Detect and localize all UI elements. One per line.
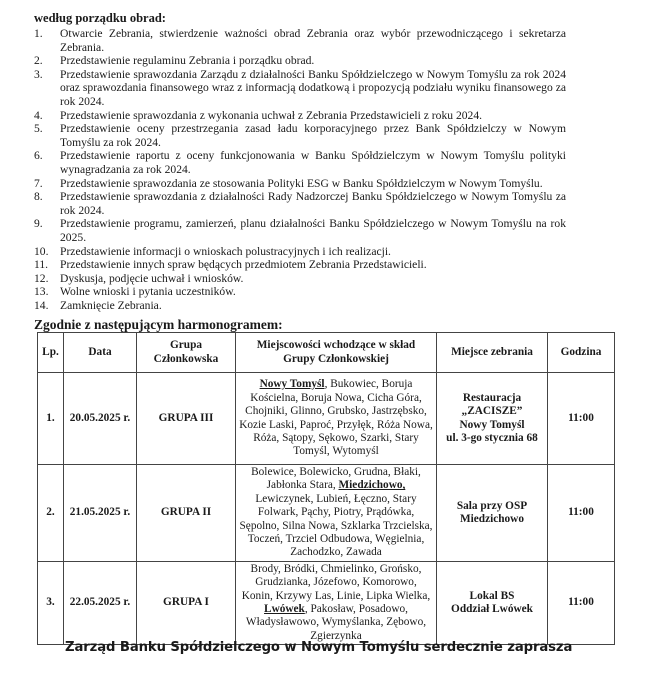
agenda-item-text: Przedstawienie sprawozdania z działalności Rady Nadzorczej Banku Spółdzielczego w Nowym Tomyślu za rok 2024. bbox=[60, 190, 566, 217]
agenda-item-text: Przedstawienie informacji o wnioskach polustracyjnych i ich realizacji. bbox=[60, 244, 391, 258]
table-row bbox=[38, 373, 615, 465]
cell-date: 20.05.2025 r. bbox=[64, 373, 137, 465]
agenda-item-number: 5. bbox=[34, 122, 43, 136]
agenda-item-number: 3. bbox=[34, 67, 43, 81]
header-venue: Miejsce zebrania bbox=[437, 333, 548, 373]
agenda-list bbox=[34, 27, 566, 312]
places-highlight: Miedzichowo, bbox=[338, 479, 406, 492]
venue-line: „ZACISZE” bbox=[461, 405, 523, 418]
schedule-title: Zgodnie z następującym harmonogramem: bbox=[34, 317, 283, 332]
cell-time: 11:00 bbox=[548, 373, 615, 465]
table-header-row bbox=[38, 333, 615, 373]
agenda-item bbox=[34, 122, 566, 149]
header-places-line2: Grupy Członkowskiej bbox=[283, 352, 389, 365]
agenda-item bbox=[34, 285, 566, 299]
agenda-item-number: 4. bbox=[34, 108, 43, 122]
agenda-item-number: 1. bbox=[34, 27, 43, 40]
places-highlight: Lwówek bbox=[264, 603, 305, 616]
cell-time: 11:00 bbox=[548, 465, 615, 562]
header-date: Data bbox=[64, 333, 137, 373]
schedule-table bbox=[37, 332, 615, 645]
cell-date: 22.05.2025 r. bbox=[64, 561, 137, 644]
agenda-item-number: 14. bbox=[34, 298, 49, 312]
venue-line: Oddział Lwówek bbox=[451, 603, 533, 616]
table-row bbox=[38, 465, 615, 562]
header-places-line1: Miejscowości wchodzące w skład bbox=[256, 339, 416, 352]
cell-venue bbox=[437, 465, 548, 562]
places-highlight: Nowy Tomyśl bbox=[259, 378, 325, 391]
cell-group: GRUPA I bbox=[137, 561, 236, 644]
places-rest: Lewiczynek, Lubień, Łęczno, Stary Folwark, Pąchy, Piotry, Prądówka, Sępolno, Silna Nowa, Szklarka Trzcielska, Toczeń, Trzciel Odbudowa, Węgielnia, Zachodzko, Zawada bbox=[239, 492, 433, 559]
agenda-item-text: Przedstawienie regulaminu Zebrania i porządku obrad. bbox=[60, 54, 315, 68]
agenda-item-number: 6. bbox=[34, 149, 43, 163]
table-row bbox=[38, 561, 615, 644]
cell-places bbox=[236, 465, 437, 562]
venue-line: Lokal BS bbox=[469, 589, 515, 602]
agenda-item-text: Przedstawienie innych spraw będących przedmiotem Zebrania Przedstawicieli. bbox=[60, 258, 427, 272]
agenda-item-number: 7. bbox=[34, 176, 43, 190]
cell-lp: 2. bbox=[38, 465, 64, 562]
agenda-item bbox=[34, 217, 566, 244]
cell-lp: 3. bbox=[38, 561, 64, 644]
venue-line: ul. 3-go stycznia 68 bbox=[446, 431, 538, 444]
header-lp: Lp. bbox=[38, 333, 64, 373]
agenda-item-number: 11. bbox=[34, 258, 49, 272]
agenda-item-number: 13. bbox=[34, 285, 49, 299]
agenda-item-number: 8. bbox=[34, 190, 43, 204]
agenda-item bbox=[34, 149, 566, 176]
places-before: Brody, Bródki, Chmielinko, Grońsko, Grudzianka, Józefowo, Komorowo, Konin, Krzywy Las, Linie, Lipka Wielka, bbox=[241, 562, 431, 602]
agenda-item bbox=[34, 68, 566, 109]
agenda-item-text: Przedstawienie sprawozdania z wykonania uchwał z Zebrania Przedstawicieli z roku 2024. bbox=[60, 108, 483, 122]
invitation-footer: Zarząd Banku Spółdzielczego w Nowym Tomyślu serdecznie zaprasza bbox=[65, 640, 573, 655]
agenda-item bbox=[34, 258, 566, 272]
places-before: Bolewice, Bolewicko, Grudna, Błaki, Jabłonka Stara, bbox=[251, 466, 421, 492]
agenda-item-text: Przedstawienie raportu z oceny funkcjonowania w Banku Spółdzielczym w Nowym Tomyślu polityki wynagradzania za rok 2024. bbox=[60, 149, 566, 176]
agenda-item bbox=[34, 109, 566, 123]
agenda-item bbox=[34, 190, 566, 217]
agenda-item bbox=[34, 272, 566, 286]
cell-time: 11:00 bbox=[548, 561, 615, 644]
cell-date: 21.05.2025 r. bbox=[64, 465, 137, 562]
agenda-item-text: Przedstawienie sprawozdania Zarządu z działalności Banku Spółdzielczego w Nowym Tomyślu za rok 2024 oraz sprawozdania finansowego wraz z informacją dodatkową i propozycją podziału wyniku finansowego za rok 2024. bbox=[60, 67, 566, 108]
header-time: Godzina bbox=[548, 333, 615, 373]
cell-venue bbox=[437, 373, 548, 465]
cell-lp: 1. bbox=[38, 373, 64, 465]
agenda-item-text: Zamknięcie Zebrania. bbox=[60, 298, 162, 312]
venue-line: Nowy Tomyśl bbox=[459, 418, 525, 431]
agenda-title: według porządku obrad: bbox=[34, 11, 166, 25]
cell-places bbox=[236, 561, 437, 644]
venue-line: Sala przy OSP bbox=[456, 499, 528, 512]
header-places bbox=[236, 333, 437, 373]
cell-group: GRUPA II bbox=[137, 465, 236, 562]
places-rest: , Pakosław, Posadowo, Władysławowo, Wymyślanka, Zębowo, Zgierzynka bbox=[245, 603, 427, 642]
agenda-item-number: 2. bbox=[34, 54, 43, 68]
agenda-item-text: Wolne wnioski i pytania uczestników. bbox=[60, 285, 236, 299]
header-group-line1: Grupa bbox=[169, 339, 202, 352]
agenda-item-number: 10. bbox=[34, 244, 49, 258]
agenda-item-number: 9. bbox=[34, 217, 43, 231]
agenda-item-text: Przedstawienie oceny przestrzegania zasad ładu korporacyjnego przez Bank Spółdzielczy w Nowym Tomyślu za rok 2024. bbox=[60, 122, 566, 149]
header-group-line2: Członkowska bbox=[153, 352, 219, 365]
agenda-item-text: Dyskusja, podjęcie uchwał i wniosków. bbox=[60, 271, 244, 285]
agenda-item-text: Otwarcie Zebrania, stwierdzenie ważności obrad Zebrania oraz wybór przewodniczącego i sekretarza Zebrania. bbox=[60, 27, 566, 54]
agenda-item bbox=[34, 299, 566, 313]
cell-group: GRUPA III bbox=[137, 373, 236, 465]
venue-line: Restauracja bbox=[462, 391, 522, 404]
agenda-item bbox=[34, 177, 566, 191]
places-rest: , Bukowiec, Boruja Kościelna, Boruja Nowa, Cicha Góra, Chojniki, Glinno, Grubsko, Jastrzębsko, Kozie Laski, Paproć, Przyłęk, Róża Nowa, Róża, Sątopy, Sękowo, Szarki, Stary Tomyśl, Wytomyśl bbox=[239, 378, 433, 458]
agenda-item-number: 12. bbox=[34, 271, 49, 285]
header-group bbox=[137, 333, 236, 373]
venue-line: Miedzichowo bbox=[459, 512, 524, 525]
agenda-item-text: Przedstawienie programu, zamierzeń, planu działalności Banku Spółdzielczego w Nowym Tomyślu na rok 2025. bbox=[60, 217, 566, 244]
cell-venue bbox=[437, 561, 548, 644]
agenda-item bbox=[34, 27, 566, 54]
cell-places bbox=[236, 373, 437, 465]
agenda-item bbox=[34, 54, 566, 68]
agenda-item bbox=[34, 245, 566, 259]
agenda-item-text: Przedstawienie sprawozdania ze stosowania Polityki ESG w Banku Spółdzielczym w Nowym Tomyślu. bbox=[60, 176, 543, 190]
